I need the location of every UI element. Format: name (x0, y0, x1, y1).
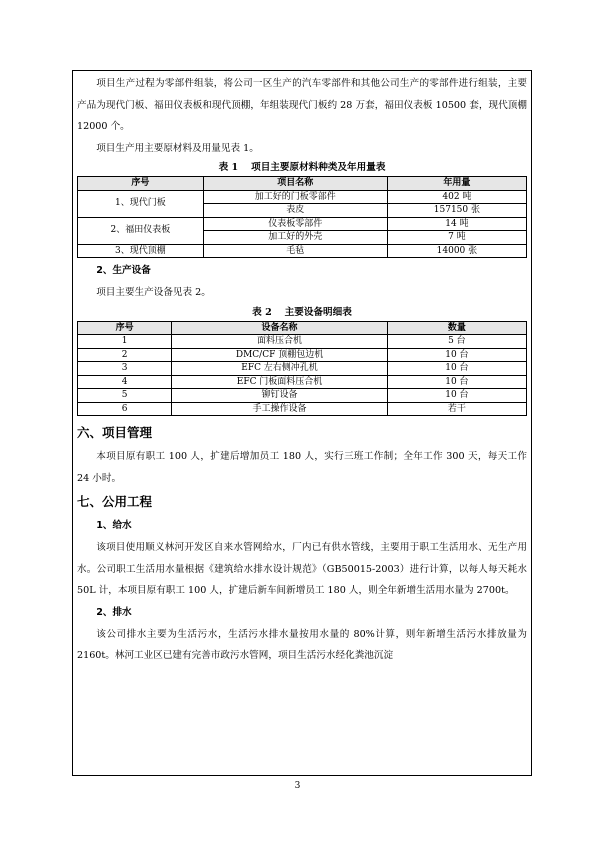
table-cell-name: 铆钉设备 (172, 389, 388, 403)
table1-caption: 表 1 项目主要原材料种类及年用量表 (218, 162, 386, 173)
table-cell-qty: 若干 (387, 402, 526, 416)
table-header-cell: 年用量 (387, 177, 526, 191)
table-header-cell: 数量 (387, 321, 526, 335)
table-cell-amount: 14 吨 (387, 217, 526, 231)
water-supply-heading: 1、给水 (96, 520, 132, 531)
table2-caption: 表 2 主要设备明细表 (252, 306, 352, 318)
table-cell-amount: 157150 张 (387, 204, 526, 218)
table-cell-name: 加工好的外壳 (203, 231, 387, 245)
table-cell-name: DMC/CF 顶棚包边机 (172, 348, 388, 362)
table-cell-no: 2 (78, 348, 172, 362)
table-cell-qty: 10 台 (387, 348, 526, 362)
table-header-cell: 序号 (78, 321, 172, 335)
intro-paragraph-2: 项目生产用主要原材料及用量见表 1。 (96, 142, 259, 154)
table-cell-name: EFC 左右侧冲孔机 (172, 362, 388, 376)
table-row (78, 190, 527, 204)
table-row (78, 362, 527, 376)
materials-table (77, 176, 527, 258)
equipment-table (77, 321, 527, 417)
table-cell-qty: 5 台 (387, 335, 526, 349)
equipment-text: 项目主要生产设备见表 2。 (96, 287, 211, 298)
table-cell-qty: 10 台 (387, 375, 526, 389)
page-number: 3 (294, 781, 301, 791)
water-supply-text: 该项目使用顺义林河开发区自来水管网给水，厂内已有供水管线，主要用于职工生活用水、无生产用水。公司职工生活用水量根据《建筑给水排水设计规范》（GB50015-2003）进行计算，以每人每天耗水 50L 计，本项目原有职工 100 人，扩建后新车间新增员工 180 人，则全年新增生活用水量为 2700t。 (77, 542, 527, 596)
table-cell-no: 4 (78, 375, 172, 389)
table-cell-no: 3 (78, 362, 172, 376)
table-cell-qty: 10 台 (387, 389, 526, 403)
table-cell-group: 3、现代顶棚 (78, 244, 204, 258)
table-cell-name: 仪表板零部件 (203, 217, 387, 231)
section7-heading: 七、公用工程 (77, 494, 153, 509)
table-cell-group: 1、现代门板 (78, 190, 204, 217)
table-cell-qty: 10 台 (387, 362, 526, 376)
table-cell-name: 加工好的门板零部件 (203, 190, 387, 204)
table-header-cell: 项目名称 (203, 177, 387, 191)
table-row (78, 389, 527, 403)
table-row (78, 402, 527, 416)
equipment-heading: 2、生产设备 (96, 265, 151, 276)
table-row (78, 335, 527, 349)
drainage-text: 该公司排水主要为生活污水，生活污水排水量按用水量的 80%计算，则年新增生活污水排放量为 2160t。林河工业区已建有完善市政污水管网，项目生活污水经化粪池沉淀 (77, 628, 527, 661)
table-cell-name: 面料压合机 (172, 335, 388, 349)
section6-heading: 六、项目管理 (77, 425, 153, 440)
table-cell-amount: 402 吨 (387, 190, 526, 204)
table-cell-name: 表皮 (203, 204, 387, 218)
table-cell-name: 手工操作设备 (172, 402, 388, 416)
table-cell-amount: 14000 张 (387, 244, 526, 258)
intro-paragraph-1: 项目生产过程为零部件组装，将公司一区生产的汽车零部件和其他公司生产的零部件进行组装，主要产品为现代门板、福田仪表板和现代顶棚，年组装现代门板约 28 万套，福田仪表板 10500 套，现代顶棚 12000 个。 (77, 78, 527, 132)
table-cell-no: 6 (78, 402, 172, 416)
drainage-heading: 2、排水 (96, 606, 132, 618)
table-row (78, 348, 527, 362)
table-cell-name: 毛毡 (203, 244, 387, 258)
table-cell-name: EFC 门板面料压合机 (172, 375, 388, 389)
table-header-row (78, 321, 527, 335)
table-cell-no: 1 (78, 335, 172, 349)
table-cell-no: 5 (78, 389, 172, 403)
table-cell-amount: 7 吨 (387, 231, 526, 245)
table-row (78, 244, 527, 258)
table-cell-group: 2、福田仪表板 (78, 217, 204, 244)
table-header-row (78, 177, 527, 191)
table-row (78, 375, 527, 389)
page-content (77, 73, 527, 667)
table-header-cell: 序号 (78, 177, 204, 191)
page-frame (72, 70, 532, 776)
table-row (78, 217, 527, 231)
table-header-cell: 设备名称 (172, 321, 388, 335)
section6-text: 本项目原有职工 100 人，扩建后增加员工 180 人，实行三班工作制；全年工作 300 天，每天工作 24 小时。 (77, 451, 527, 484)
